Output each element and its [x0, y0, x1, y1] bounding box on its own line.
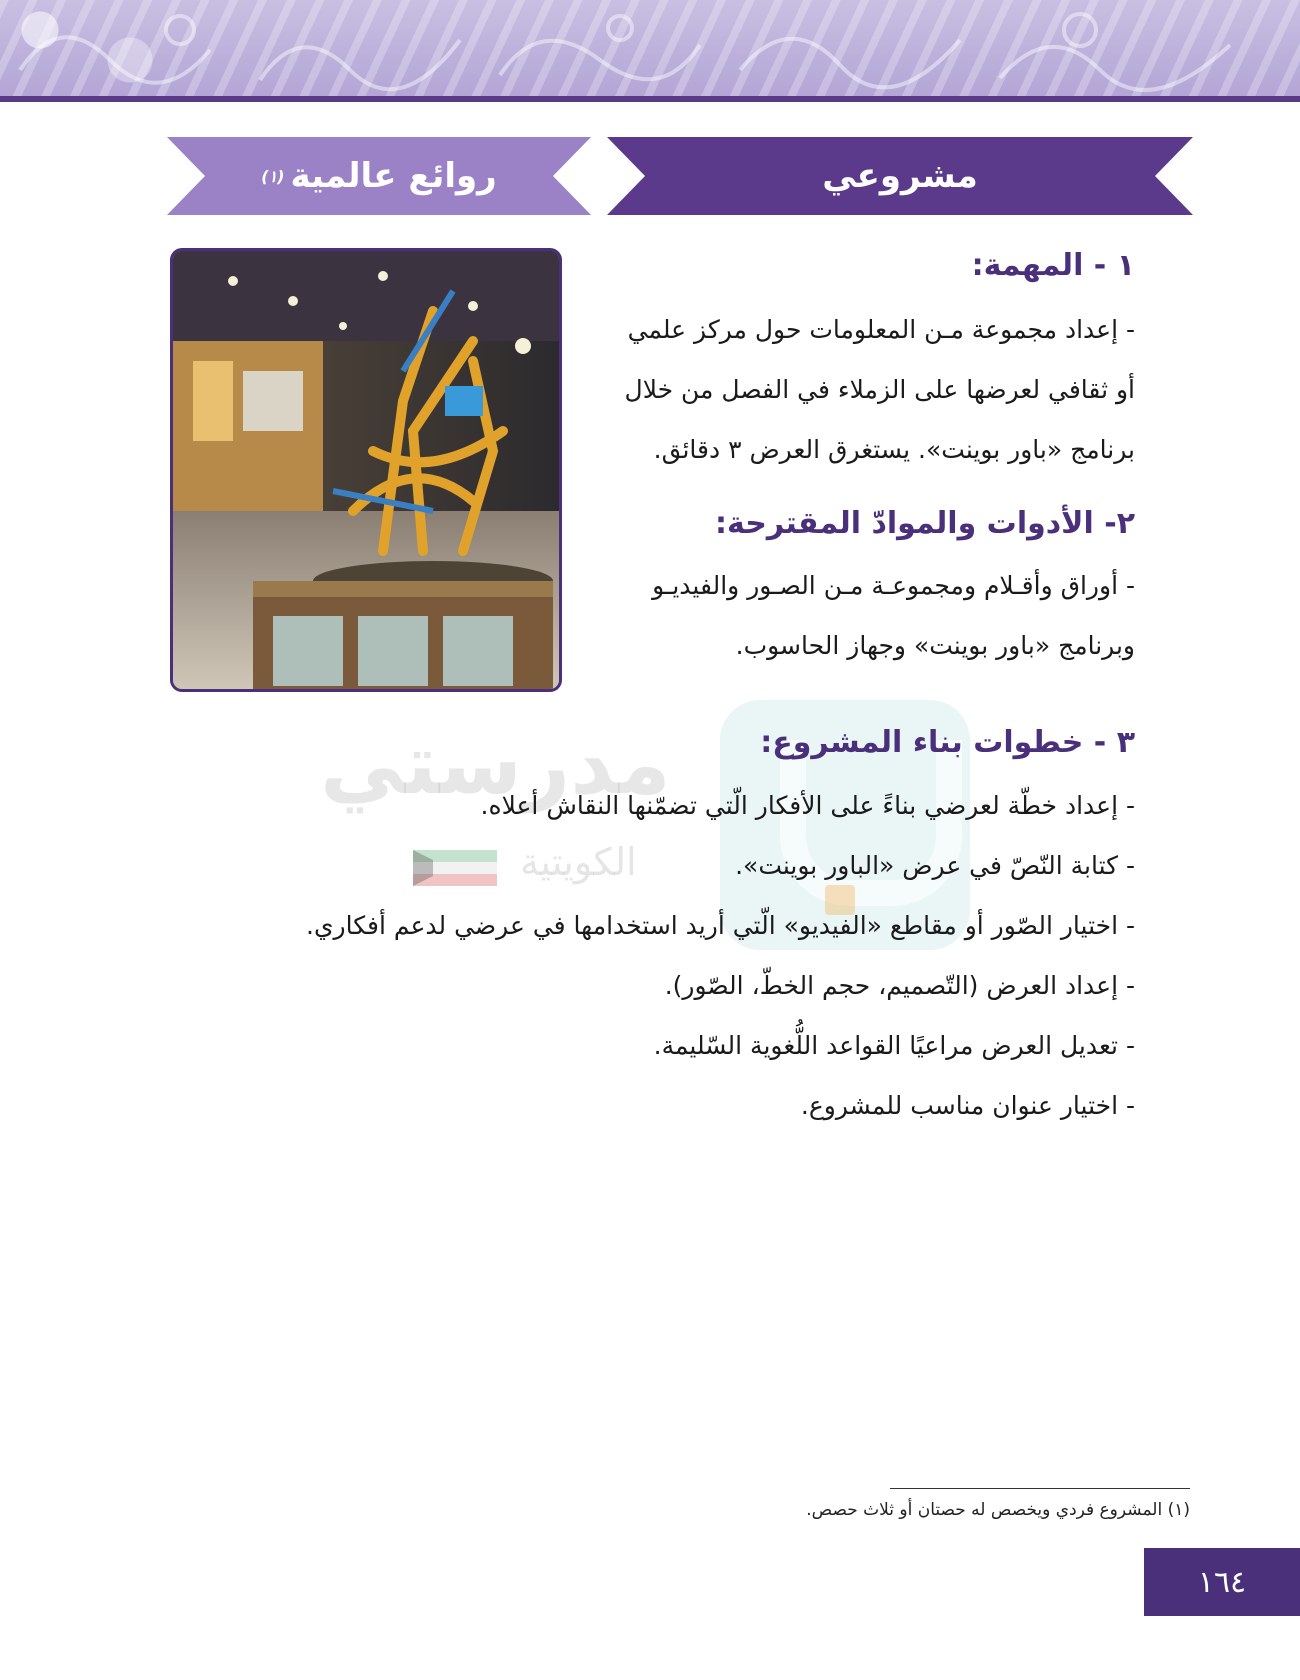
steps-list [306, 776, 1135, 1136]
watermark-title: مدرستي [320, 715, 671, 813]
project-banner-title: مشروعي [822, 156, 978, 196]
tools-heading: ٢- الأدوات والموادّ المقترحة: [715, 506, 1135, 541]
unit-banner [167, 137, 591, 215]
task-paragraph [625, 300, 1135, 480]
step-item: - اختيار عنوان مناسب للمشروع. [800, 1091, 1135, 1120]
calligraphy-pattern-icon [0, 0, 1300, 96]
page-number: ١٦٤ [1144, 1548, 1300, 1616]
science-center-interior-image [173, 251, 559, 689]
unit-banner-title-wrap [167, 137, 591, 215]
tools-paragraph [652, 556, 1135, 676]
task-line: - إعداد مجموعة مـن المعلومات حول مركز علمي [627, 315, 1135, 344]
task-heading: ١ - المهمة: [971, 248, 1135, 283]
footnote: (١) المشروع فردي ويخصص له حصتان أو ثلاث حصص. [806, 1500, 1190, 1520]
step-item: - كتابة النّصّ في عرض «الباور بوينت». [735, 851, 1135, 880]
step-item: - إعداد خطّة لعرضي بناءً على الأفكار الّتي تضمّنها النقاش أعلاه. [480, 791, 1135, 820]
tools-line: - أوراق وأقـلام ومجموعـة مـن الصـور والفيديـو [652, 571, 1135, 600]
task-line: برنامج «باور بوينت». يستغرق العرض ٣ دقائق. [653, 435, 1135, 464]
footnote-marker: (١) [261, 166, 285, 186]
steps-heading: ٣ - خطوات بناء المشروع: [760, 725, 1135, 760]
task-line: أو ثقافي لعرضها على الزملاء في الفصل من خلال [624, 375, 1135, 404]
step-item: - تعديل العرض مراعيًا القواعد اللُّغوية السّليمة. [653, 1031, 1135, 1060]
footnote-divider [890, 1488, 1190, 1489]
project-banner [607, 137, 1193, 215]
step-item: - اختيار الصّور أو مقاطع «الفيديو» الّتي أريد استخدامها في عرضي لدعم أفكاري. [306, 911, 1135, 940]
step-item: - إعداد العرض (التّصميم، حجم الخطّ، الصّور). [664, 971, 1135, 1000]
unit-banner-title: روائع عالمية [290, 156, 497, 196]
top-decorative-band [0, 0, 1300, 102]
science-center-photo [170, 248, 562, 692]
tools-line: وبرنامج «باور بوينت» وجهاز الحاسوب. [735, 631, 1135, 660]
watermark-subtitle: الكويتية [520, 840, 637, 884]
